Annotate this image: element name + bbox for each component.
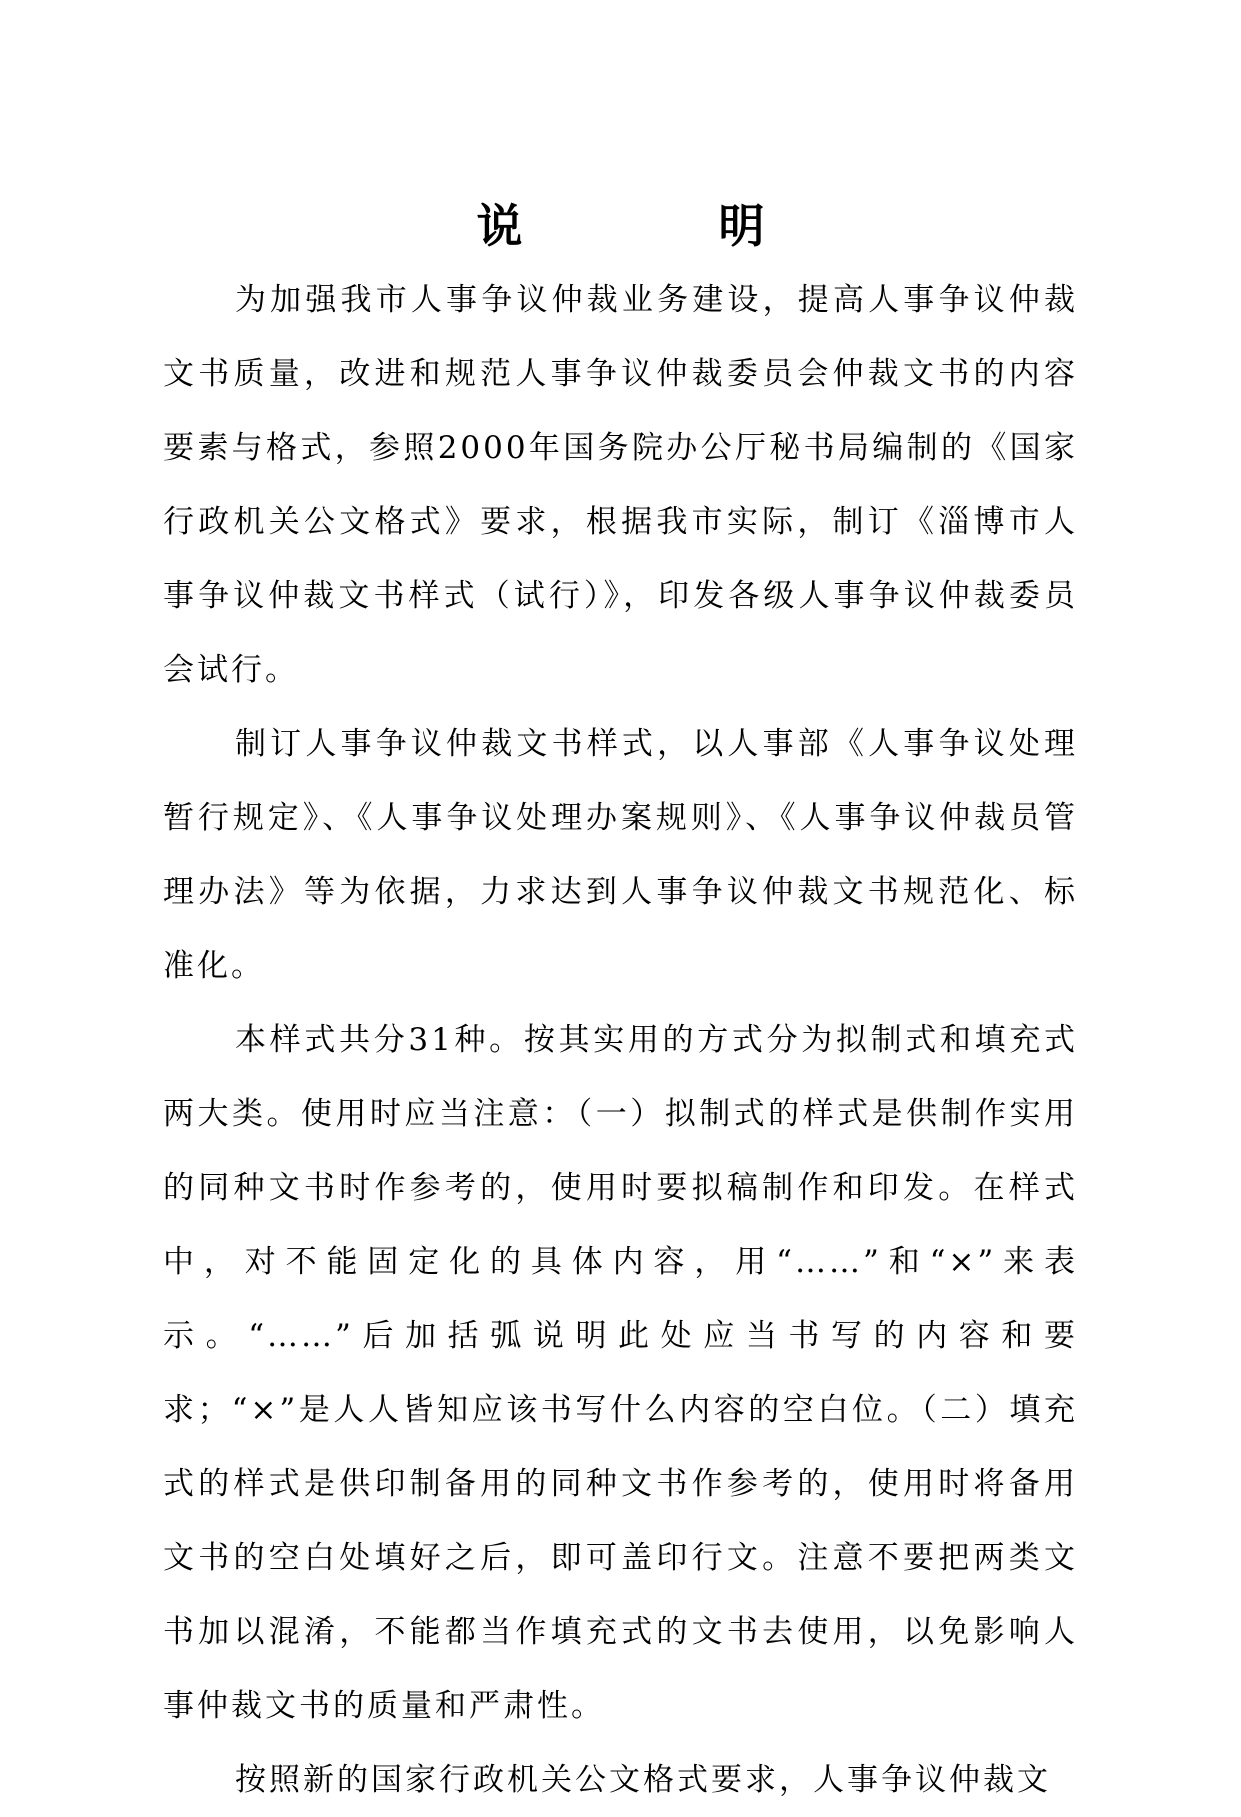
paragraph-4: 按照新的国家行政机关公文格式要求，人事争议仲裁文 <box>235 1762 1051 1798</box>
document-body <box>163 263 1078 1817</box>
paragraph-2: 制订人事争议仲裁文书样式，以人事部《人事争议处理暂行规定》、《人事争议处理办案规则》、《人事争议仲裁员管理办法》等为依据，力求达到人事争议仲裁文书规范化、标准化。 <box>163 726 1078 984</box>
paragraph-1: 为加强我市人事争议仲裁业务建设，提高人事争议仲裁文书质量，改进和规范人事争议仲裁委员会仲裁文书的内容要素与格式，参照2000年国务院办公厅秘书局编制的《国家行政机关公文格式》要求，根据我市实际，制订《淄博市人事争议仲裁文书样式（试行）》，印发各级人事争议仲裁委员会试行。 <box>163 282 1078 688</box>
paragraph-3: 本样式共分31种。按其实用的方式分为拟制式和填充式两大类。使用时应当注意：（一）拟制式的样式是供制作实用的同种文书时作参考的，使用时要拟稿制作和印发。在样式中，对不能固定化的具体内容，用“……”和“×”来表示。“……”后加括弧说明此处应当书写的内容和要求；“×”是人人皆知应该书写什么内容的空白位。（二）填充式的样式是供印制备用的同种文书作参考的，使用时将备用文书的空白处填好之后，即可盖印行文。注意不要把两类文书加以混淆，不能都当作填充式的文书去使用，以免影响人事仲裁文书的质量和严肃性。 <box>163 1022 1078 1724</box>
page-title: 说 明 <box>476 199 855 253</box>
